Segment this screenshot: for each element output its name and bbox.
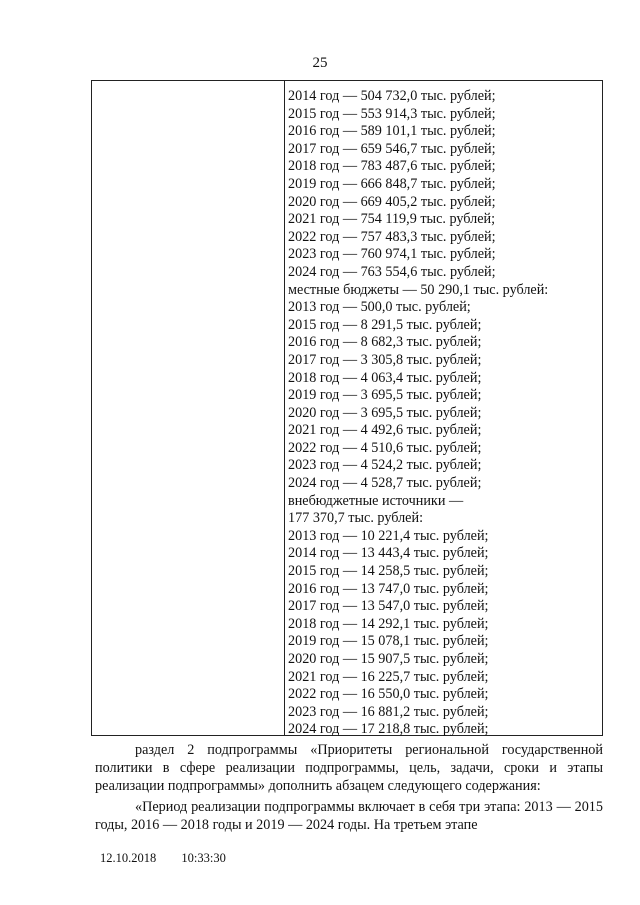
footer-timestamp <box>100 851 248 866</box>
funding-line: 2019 год — 15 078,1 тыс. рублей; <box>288 633 489 650</box>
funding-line: 2019 год — 666 848,7 тыс. рублей; <box>288 175 496 192</box>
page-number: 25 <box>312 55 328 71</box>
funding-line: 2020 год — 15 907,5 тыс. рублей; <box>288 651 489 667</box>
funding-line: 2013 год — 500,0 тыс. рублей; <box>288 299 471 316</box>
funding-line: 2022 год — 16 550,0 тыс. рублей; <box>288 686 489 703</box>
table-cell-funding-details <box>288 88 598 739</box>
funding-line: 2020 год — 3 695,5 тыс. рублей; <box>288 404 482 421</box>
funding-line: 2018 год — 14 292,1 тыс. рублей; <box>288 615 489 632</box>
funding-line: 2023 год — 4 524,2 тыс. рублей; <box>288 457 482 474</box>
funding-line: 2023 год — 16 881,2 тыс. рублей; <box>288 703 489 720</box>
funding-line: 177 370,7 тыс. рублей: <box>288 510 424 527</box>
funding-line: 2019 год — 3 695,5 тыс. рублей; <box>288 387 482 404</box>
funding-line: 2021 год — 16 225,7 тыс. рублей; <box>288 668 489 685</box>
funding-table <box>91 80 603 736</box>
funding-line: 2013 год — 10 221,4 тыс. рублей; <box>288 527 489 544</box>
funding-line: 2020 год — 669 405,2 тыс. рублей; <box>288 193 496 210</box>
footer-date: 12.10.2018 <box>100 851 157 865</box>
funding-line: 2015 год — 14 258,5 тыс. рублей; <box>288 563 489 580</box>
funding-line: 2022 год — 757 483,3 тыс. рублей; <box>288 228 496 245</box>
funding-line: 2021 год — 754 119,9 тыс. рублей; <box>288 211 496 228</box>
funding-line: 2021 год — 4 492,6 тыс. рублей; <box>288 422 482 439</box>
funding-line: 2016 год — 589 101,1 тыс. рублей; <box>288 123 496 140</box>
funding-line: 2017 год — 3 305,8 тыс. рублей; <box>288 351 482 368</box>
table-column-divider <box>284 81 285 735</box>
funding-line: 2014 год — 504 732,0 тыс. рублей; <box>288 88 496 104</box>
funding-line: 2022 год — 4 510,6 тыс. рублей; <box>288 439 482 456</box>
funding-line: 2016 год — 13 747,0 тыс. рублей; <box>288 580 489 597</box>
paragraph-section-2: раздел 2 подпрограммы «Приоритеты региональной государственной политики в сфере реализации подпрограммы, цель, задачи, сроки и этапы реализации подпрограммы» дополнить абзацем следующего содержания: <box>95 742 603 794</box>
paragraph-implementation-period: «Период реализации подпрограммы включает в себя три этапа: 2013 — 2015 годы, 2016 — 2018 годы и 2019 — 2024 годы. На третьем этапе <box>95 799 603 833</box>
funding-line: 2015 год — 553 914,3 тыс. рублей; <box>288 105 496 122</box>
funding-line: 2014 год — 13 443,4 тыс. рублей; <box>288 545 489 562</box>
funding-line: 2023 год — 760 974,1 тыс. рублей; <box>288 246 496 263</box>
footer-time: 10:33:30 <box>181 851 226 865</box>
funding-line: 2024 год — 4 528,7 тыс. рублей; <box>288 475 482 492</box>
funding-line: 2017 год — 13 547,0 тыс. рублей; <box>288 598 489 615</box>
funding-line: 2016 год — 8 682,3 тыс. рублей; <box>288 334 482 351</box>
funding-line: 2015 год — 8 291,5 тыс. рублей; <box>288 316 482 333</box>
funding-line: 2018 год — 783 487,6 тыс. рублей; <box>288 158 496 175</box>
funding-line: 2017 год — 659 546,7 тыс. рублей; <box>288 140 496 157</box>
funding-line: местные бюджеты — 50 290,1 тыс. рублей: <box>288 281 549 298</box>
funding-line: 2024 год — 763 554,6 тыс. рублей; <box>288 263 496 280</box>
funding-line: 2024 год — 17 218,8 тыс. рублей; <box>288 721 489 738</box>
funding-line: внебюджетные источники — <box>288 492 464 509</box>
funding-line: 2018 год — 4 063,4 тыс. рублей; <box>288 369 482 386</box>
